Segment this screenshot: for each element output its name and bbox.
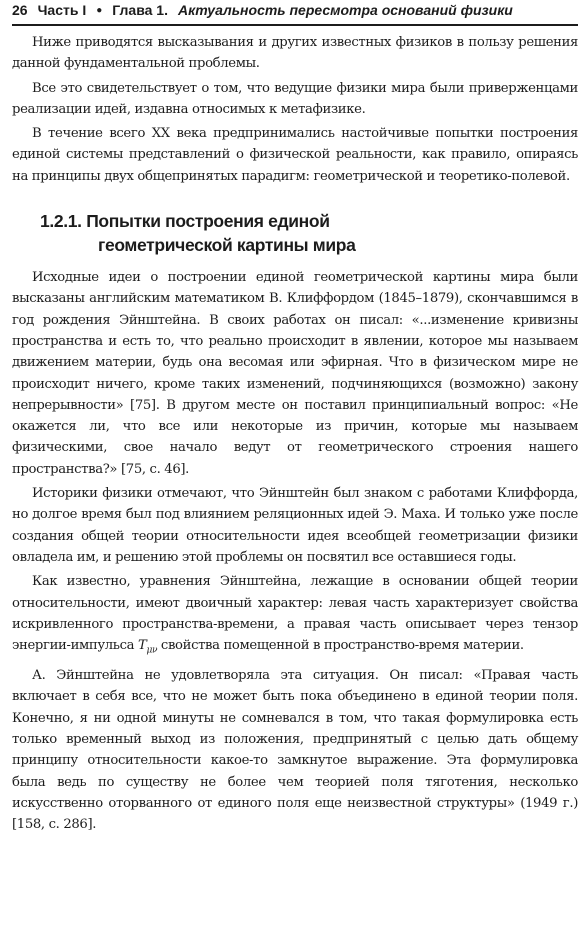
paragraph-5: Историки физики отмечают, что Эйнштейн был знаком с работами Клиффорда, но долгое время был под влиянием реляционных идей Э. Маха. И только уже после создания общей теории относительности идея всеобщей геометризации физики овладела им, и решению этой проблемы он посвятил все оставшиеся годы. — [12, 486, 578, 565]
section-heading — [40, 209, 578, 257]
section-number: 1.2.1. — [40, 211, 82, 232]
chapter-label: Глава 1. — [112, 2, 168, 18]
tensor-subscript: μν — [146, 645, 158, 656]
paragraph-6-text-after: свойства помещенной в пространство-время материи. — [157, 638, 524, 654]
paragraph-7: А. Эйнштейна не удовлетворяла эта ситуация. Он писал: «Правая часть включает в себя все, что не может быть пока объединено в единой теории поля. Конечно, я ни одной минуты не сомневался в том, что такая формулировка есть только временный выход из положения, предпринятый с целью дать общему принципу относительности какое-то замкнутое выражение. Эта формулировка была ведь по существу не более чем теорией поля тяготения, несколько искусственно оторванного от единого поля еще неизвестной структуры» (1949 г.) [158, с. 286]. — [12, 668, 578, 833]
page-number: 26 — [12, 2, 28, 18]
running-head — [12, 0, 578, 26]
tensor-symbol — [138, 638, 158, 656]
paragraph-2: Все это свидетельствует о том, что ведущие физики мира были приверженцами реализации идей, издавна относимых к метафизике. — [12, 80, 578, 117]
paragraph-4: Исходные идеи о построении единой геометрической картины мира были высказаны английским математиком В. Клиффордом (1845–1879), скончавшимся в год рождения Эйнштейна. В своих работах он писал: «...изменение кривизны пространства и есть то, что реально происходит в явлении, которое мы называем движением материи, будь она весомая или эфирная. Что в физическом мире не происходит ничего, кроме таких изменений, подчиняющихся (возможно) закону непрерывности» [75]. В другом месте он поставил принципиальный вопрос: «Не окажется ли, что все или некоторые из причин, которые мы называем физическими, свое начало ведут от геометрического строения нашего пространства?» [75, с. 46]. — [12, 270, 578, 477]
bullet-separator: ● — [96, 5, 103, 16]
section-title-line2: геометрической картины мира — [98, 235, 356, 256]
paragraph-1: Ниже приводятся высказывания и других известных физиков в пользу решения данной фундаментальной проблемы. — [12, 35, 578, 72]
page-body — [12, 32, 578, 835]
section-title-line1: Попытки построения единой — [86, 211, 330, 232]
paragraph-3: В течение всего XX века предпринимались настойчивые попытки построения единой системы представлений о физической реальности, как правило, опираясь на принципы двух общепринятых парадигм: геометрической и теоретико-полевой. — [12, 126, 578, 184]
part-label: Часть I — [37, 2, 87, 18]
tensor-letter: T — [138, 638, 147, 654]
paragraph-6-text-before: Как известно, уравнения Эйнштейна, лежащие в основании общей теории относительности, имеют двоичный характер: левая часть характеризует свойства искривленного пространства-времени, а правая часть описывает через тензор энергии-импульса — [12, 574, 578, 654]
paragraph-6 — [12, 571, 578, 662]
chapter-title: Актуальность пересмотра оснований физики — [177, 2, 513, 18]
